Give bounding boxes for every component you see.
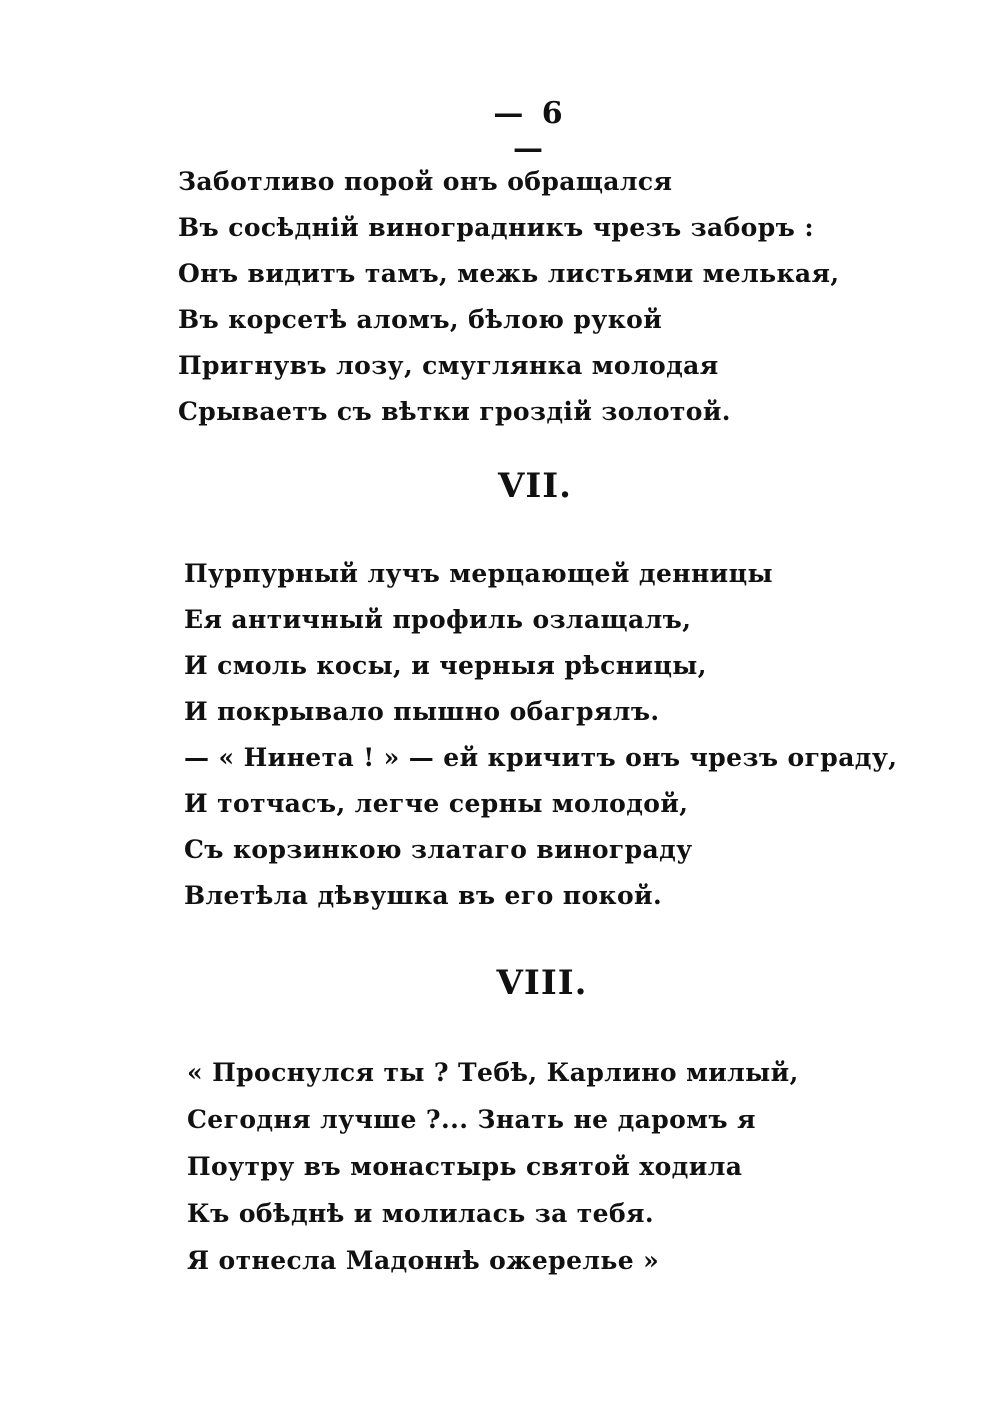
verse-line: — « Нинета ! » — ей кричитъ онъ чрезъ ограду, [184,743,898,772]
verse-line: Поутру въ монастырь святой ходила [187,1152,743,1181]
verse-line: Въ корсетѣ аломъ, бѣлою рукой [178,305,663,334]
verse-line: Заботливо порой онъ обращался [178,167,673,196]
verse-line: И тотчасъ, легче серны молодой, [184,789,689,818]
verse-line: Сегодня лучше ?... Знать не даромъ я [187,1105,756,1134]
verse-line: Къ обѣднѣ и молилась за тебя. [187,1199,655,1228]
verse-line: Въ сосѣдній виноградникъ чрезъ заборъ : [178,213,814,242]
verse-line: Съ корзинкою златаго винограду [184,835,693,864]
verse-line: Пригнувъ лозу, смуглянка молодая [178,351,719,380]
verse-line: « Проснулся ты ? Тебѣ, Карлино милый, [187,1058,799,1087]
verse-line: Ея античный профиль озлащалъ, [184,605,692,634]
verse-line: Я отнесла Мадоннѣ ожерелье » [187,1246,660,1275]
verse-line: Пурпурный лучъ мерцающей денницы [184,559,773,588]
stanza-viii [187,1049,799,1284]
verse-line: Влетѣла дѣвушка въ его покой. [184,881,663,910]
verse-line: И смоль косы, и черныя рѣсницы, [184,651,707,680]
stanza-vi-continuation [178,159,840,435]
section-heading-vii: VII. [497,466,573,506]
section-heading-viii: VIII. [496,963,588,1003]
page-number: — 6 — [493,96,567,166]
verse-line: Онъ видитъ тамъ, межь листьями мелькая, [178,259,840,288]
stanza-vii [184,551,897,919]
verse-line: Срываетъ съ вѣтки гроздій золотой. [178,397,731,426]
verse-line: И покрывало пышно обагрялъ. [184,697,660,726]
